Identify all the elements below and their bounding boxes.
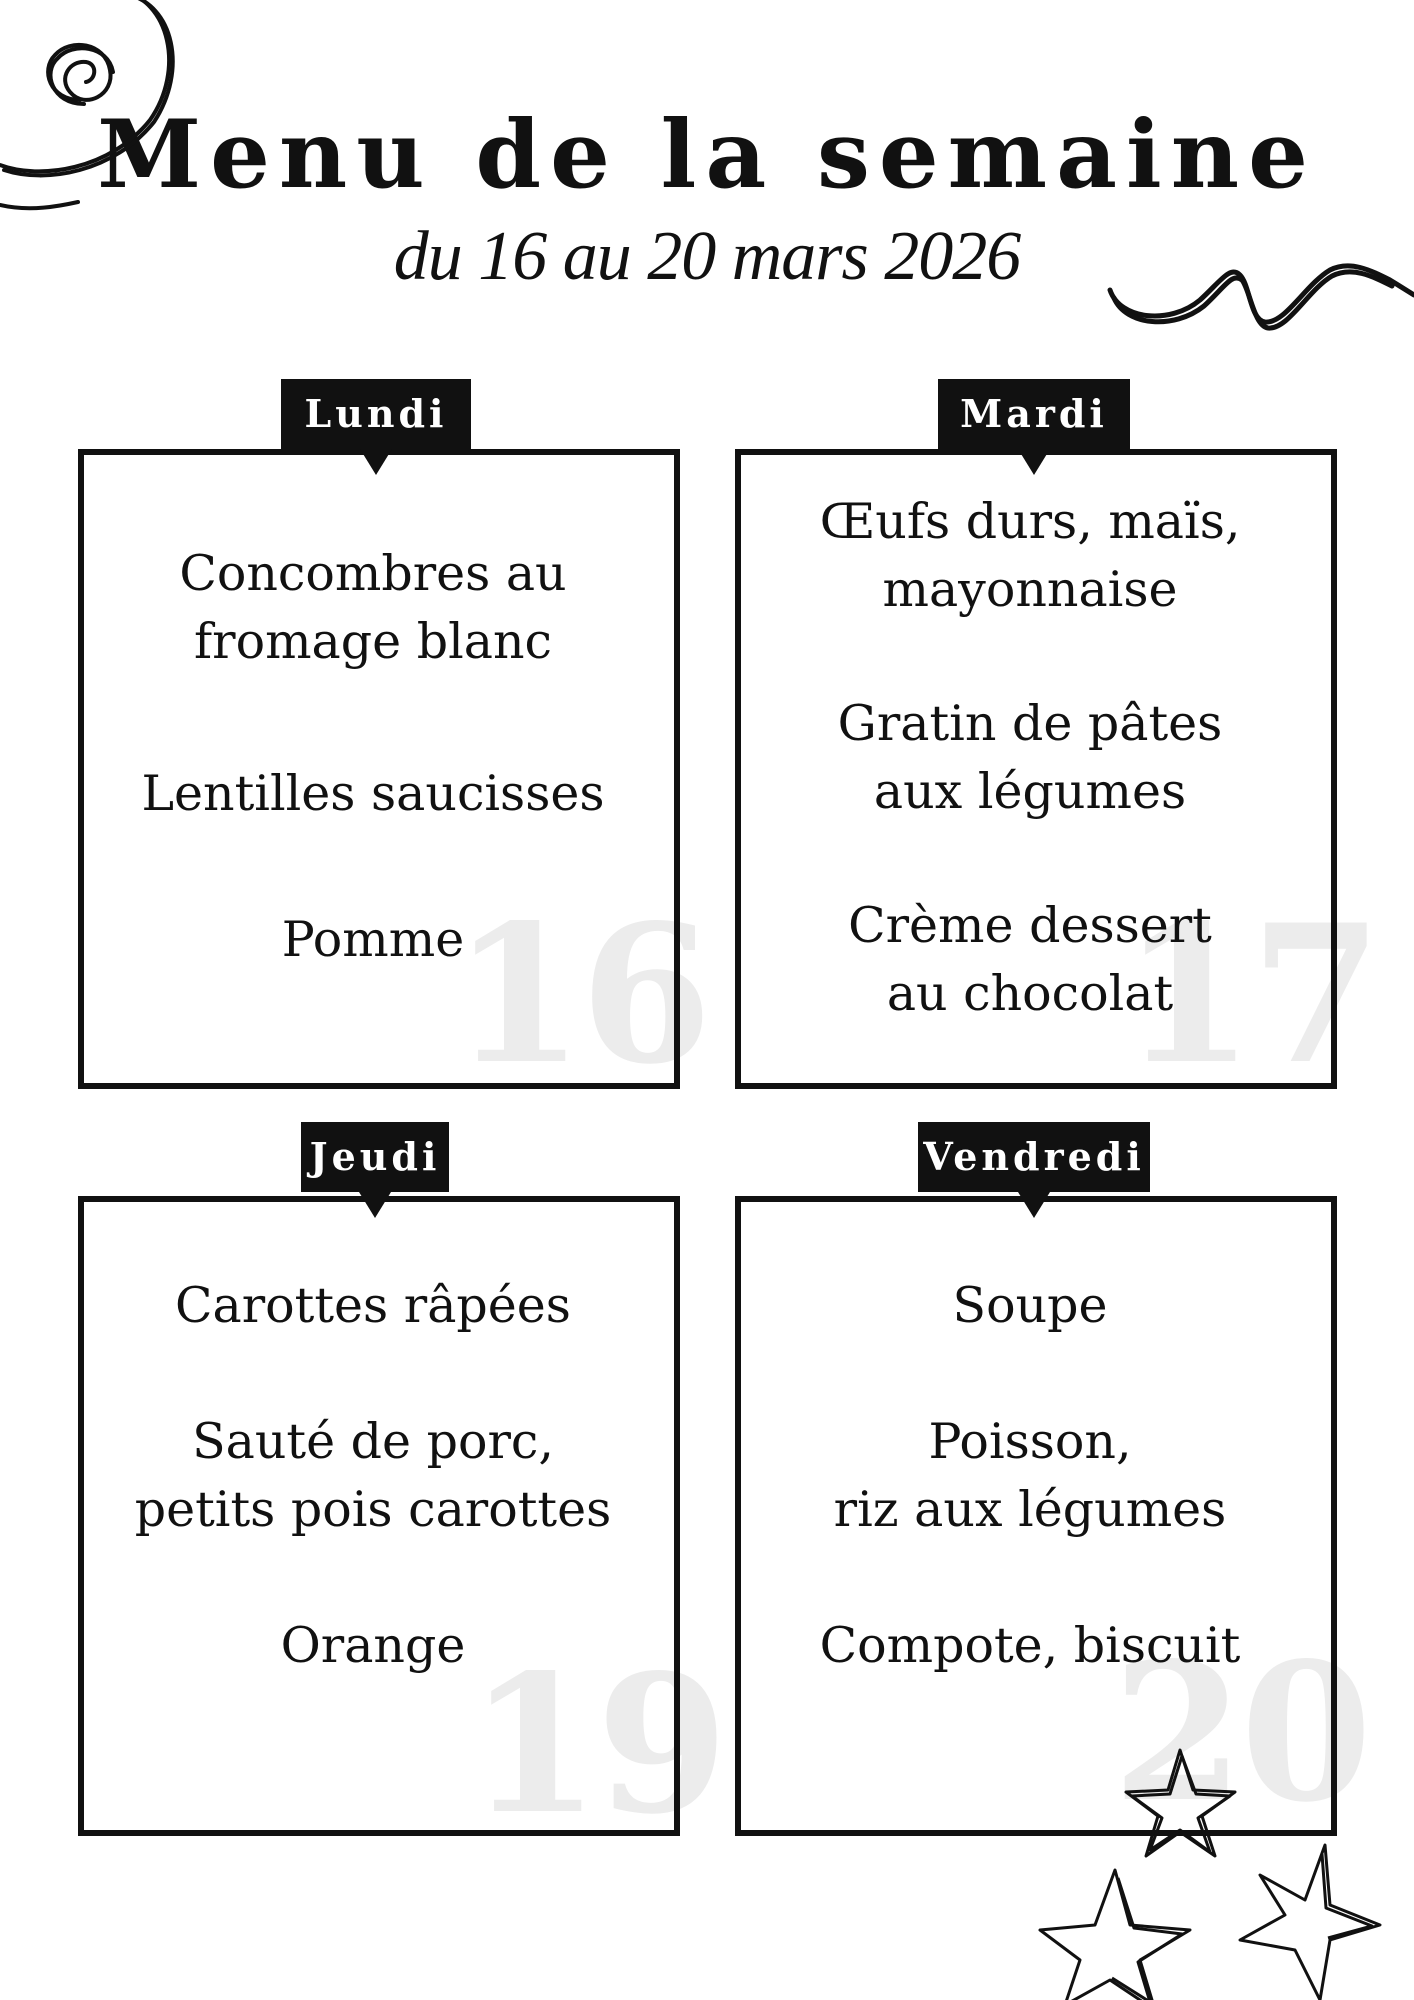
swirl-icon xyxy=(0,0,180,220)
day-tag-lundi: Lundi xyxy=(281,379,471,449)
dish-vendredi-plat: Poisson, riz aux légumes xyxy=(833,1413,1227,1538)
dish-jeudi-entree: Carottes râpées xyxy=(175,1277,571,1334)
dish-lundi-dessert: Pomme xyxy=(281,911,465,968)
day-number-jeudi: 19 xyxy=(468,1633,725,1856)
day-number-lundi: 16 xyxy=(452,883,709,1106)
dish-lundi-plat: Lentilles saucisses xyxy=(141,765,605,822)
page-subtitle: du 16 au 20 mars 2026 xyxy=(393,218,1021,295)
dish-mardi-dessert: Crème dessert au chocolat xyxy=(848,897,1212,1022)
stars-icon xyxy=(1030,1740,1414,2000)
dish-vendredi-dessert: Compote, biscuit xyxy=(819,1617,1241,1674)
day-number-vendredi: 20 xyxy=(1112,1621,1369,1844)
day-number-mardi: 17 xyxy=(1122,883,1379,1106)
wave-icon xyxy=(1100,240,1414,340)
page-title: Menu de la semaine xyxy=(97,100,1317,210)
dish-lundi-entree: Concombres au fromage blanc xyxy=(179,545,567,670)
dish-jeudi-dessert: Orange xyxy=(280,1617,466,1674)
dish-mardi-entree: Œufs durs, maïs, mayonnaise xyxy=(819,493,1241,618)
day-tag-jeudi: Jeudi xyxy=(301,1122,449,1192)
dish-jeudi-plat: Sauté de porc, petits pois carottes xyxy=(134,1413,612,1538)
dish-mardi-plat: Gratin de pâtes aux légumes xyxy=(837,695,1223,820)
dish-vendredi-entree: Soupe xyxy=(952,1277,1108,1334)
day-tag-mardi: Mardi xyxy=(938,379,1130,449)
day-tag-vendredi: Vendredi xyxy=(918,1122,1150,1192)
